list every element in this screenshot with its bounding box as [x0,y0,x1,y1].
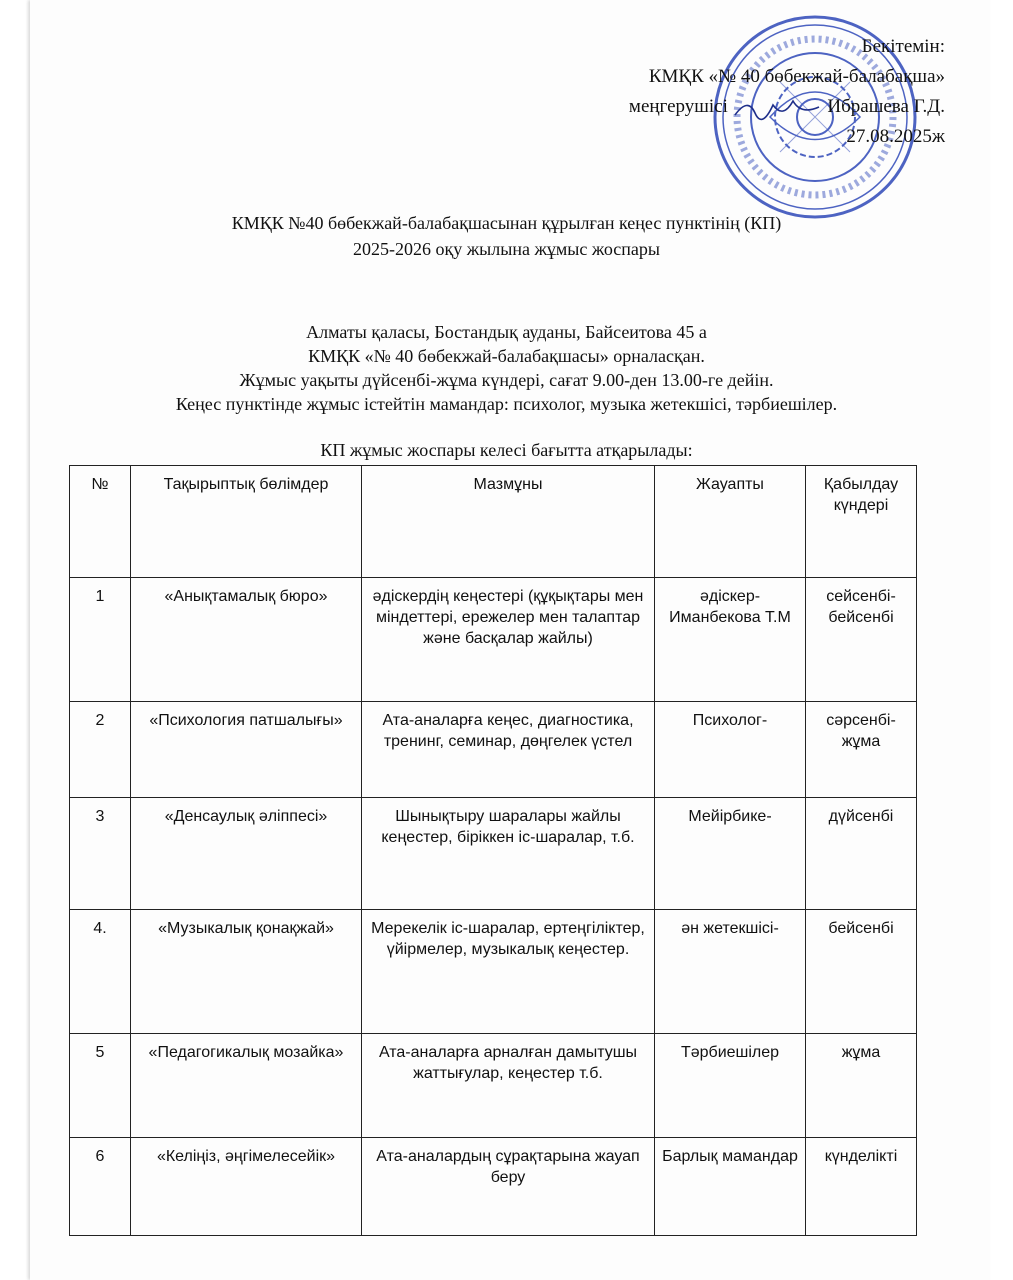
table-row [70,798,917,910]
row-number: 3 [70,798,131,910]
row-content: Шынықтыру шаралары жайлы кеңестер, біріккен іс-шаралар, т.б. [362,798,655,910]
row-section: «Келіңіз, әңгімелесейік» [131,1138,362,1236]
row-responsible: әдіскер-Иманбекова Т.М [655,578,806,702]
row-section: «Анықтамалық бюро» [131,578,362,702]
row-responsible: Мейірбике- [655,798,806,910]
row-content: Мерекелік іс-шаралар, ертеңгіліктер, үйірмелер, музыкалық кеңестер. [362,910,655,1034]
table-row [70,702,917,798]
row-content: Ата-аналардың сұрақтарына жауап беру [362,1138,655,1236]
row-days: сейсенбі-бейсенбі [806,578,917,702]
row-number: 4. [70,910,131,1034]
row-days: бейсенбі [806,910,917,1034]
row-days: дүйсенбі [806,798,917,910]
info-hours: Жұмыс уақыты дүйсенбі-жұма күндері, сағат 9.00-ден 13.00-ге дейін. [239,370,774,390]
table-header-row [70,466,917,578]
table-row [70,910,917,1034]
row-number: 2 [70,702,131,798]
row-days: сәрсенбі-жұма [806,702,917,798]
header-responsible: Жауапты [655,466,806,578]
title-line-1: КМҚК №40 бөбекжай-балабақшасынан құрылған кеңес пунктінің (КП) [231,213,782,233]
row-section: «Педагогикалық мозайка» [131,1034,362,1138]
approval-organization: КМҚК «№ 40 бөбекжай-балабақша» [648,66,945,87]
row-responsible: Тәрбиешілер [655,1034,806,1138]
approval-name: Ибрашева Г.Д. [827,96,945,117]
row-days: жұма [806,1034,917,1138]
info-staff: Кеңес пунктінде жұмыс істейтін мамандар: психолог, музыка жетекшісі, тәрбиешілер. [175,394,838,414]
table-row [70,578,917,702]
info-address: Алматы қаласы, Бостандық ауданы, Байсеитова 45 а [306,322,707,342]
info-location: КМҚК «№ 40 бөбекжай-балабақшасы» орналасқан. [308,346,705,366]
approval-block [629,32,945,152]
row-responsible: Барлық мамандар [655,1138,806,1236]
table-row [70,1138,917,1236]
row-section: «Психология патшалығы» [131,702,362,798]
row-number: 5 [70,1034,131,1138]
row-days: күнделікті [806,1138,917,1236]
header-sections: Тақырыптық бөлімдер [131,466,362,578]
document-title [0,210,1013,262]
approval-heading: Бекітемін: [861,36,945,57]
header-number: № [70,466,131,578]
table-row [70,1034,917,1138]
header-content: Мазмұны [362,466,655,578]
row-section: «Музыкалық қонақжай» [131,910,362,1034]
approval-date: 27.08.2025ж [846,126,945,147]
plan-heading: КП жұмыс жоспары келесі бағытта атқарылады: [320,440,693,460]
row-content: Ата-аналарға арналған дамытушы жаттығулар, кеңестер т.б. [362,1034,655,1138]
approval-head-line [629,92,945,122]
signature [733,95,823,121]
row-number: 1 [70,578,131,702]
row-content: Ата-аналарға кеңес, диагностика, тренинг, семинар, дөңгелек үстел [362,702,655,798]
row-responsible: ән жетекшісі- [655,910,806,1034]
row-number: 6 [70,1138,131,1236]
row-responsible: Психолог- [655,702,806,798]
row-content: әдіскердің кеңестері (құқықтары мен міндеттері, ережелер мен талаптар және басқалар жайлы) [362,578,655,702]
header-days: Қабылдау күндері [806,466,917,578]
work-plan-table [69,465,917,1236]
info-block [0,320,1013,416]
title-line-2: 2025-2026 оқу жылына жұмыс жоспары [352,239,661,259]
approval-role: меңгерушісі [628,96,728,117]
row-section: «Денсаулық әліппесі» [131,798,362,910]
